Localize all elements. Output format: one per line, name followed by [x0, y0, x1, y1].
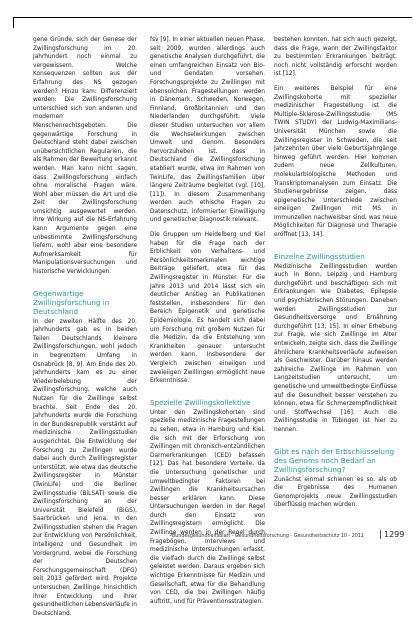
- page-number: 1299: [380, 530, 404, 539]
- paragraph: bestehen konnten, hat sich auch gezeigt, dass die Frage, wann der Zwillingsfaktor zu bestimmten Erkrankungen beiträgt, noch nicht vollständig erforscht worden ist [12].: [274, 37, 397, 78]
- paragraph: fsv [9]. In einer aktuellen neuen Phase, seit 2009, wurden allerdings auch genetische Analysen durchgeführt, die einen umfangreichen Einsatz von Bio- und Gendaten vorsehen. Forschungsprojekte zu Zwillingen mit ebensolchen Fragestellungen werden in Dänemark, Schweden, Norwegen, Finnland, Großbritannien und den Niederlanden durchgeführt. Viele dieser Studien untersuchen vor allem die Wechselwirkungen zwischen Umwelt und Genom. Besonders hervorzuheben ist, dass in Deutschland die Zwillingsforschung etabliert wurde, etwa im Rahmen von TwinLife, das Zwillingsfamilien über längere Zeiträume begleitet (vgl. [10], [11]). In diesem Zusammenhang werden auch ethische Fragen zu Datenschutz, informierter Einwilligung und genetischer Diagnostik relevant.: [150, 37, 265, 224]
- paragraph: Zunächst einmal schienen es so, als ob die Ergebnisse des Humanen Genomprojekts neue Zwillingsstudien überflüssig machen würden.: [274, 476, 397, 509]
- paragraph: Ein weiteres Beispiel für eine Zwillingskohorte mit spezieller medizinischer Fragestellung ist die Multiple-Sklerose-Zwillingsstudie (MS TWIN STUDY) der Ludwig-Maximilians-Universität München sowie die Zwillingsregister in Schweden, die seit Jahrzehnten über viele Geburtsjahrgänge hinweg geführt werden. Hier kommen zudem neue Zellkulturen, molekularbiologische Methoden und Transkriptomanalysen zum Einsatz. Die Studienergebnisse zeigen, dass epigenetische Unterschiede zwischen eineiigen Zwillingen mit MS in Immunzellen nachweisbar sind, was neue Möglichkeiten für Diagnose und Therapie eröffnet [13, 14].: [274, 85, 397, 239]
- journal-footer: Bundesgesundheitsblatt - Gesundheitsforschung - Gesundheitsschutz 10 - 2011: [172, 534, 364, 539]
- paragraph: Die Gruppen um Heidelberg und Kiel haben für die Frage nach der Erblichkeit von Verhaltens- und Persönlichkeitsmerkmalen wichtige Beiträge geliefert, etwa für das Zwillingsregister in Münster. Für die Jahre 2013 und 2014 lässt sich ein deutlicher Anstieg an Publikationen feststellen, insbesondere für den Bereich Epigenetik und genetische Epidemiologie. Es handelt sich dabei um Forschung mit großem Nutzen für die Medizin, da die Entstehung von Krankheiten genauer untersucht werden kann. Insbesondere der Vergleich zwischen eineiigen und zweieiigen Zwillingen ermöglicht neue Erkenntnisse.: [150, 232, 265, 385]
- column-2: [150, 36, 265, 606]
- column-1: [33, 36, 137, 618]
- section-heading: Gibt es nach der Erbschlüsselung des Genoms noch Bedarf an Zwillingsforschung?: [274, 446, 395, 474]
- header-rule: [13, 17, 412, 28]
- paragraph: In der zweiten Hälfte des 20. Jahrhunderts gab es in beiden Teilen Deutschlands kleinere Zwillingsforschungen, wohl jedoch in begrenztem Umfang in Osnabrück [8, 9]. Am Ende des 20. Jahrhunderts kam es zu einer Wiederbelebung der Zwillingsforschung, welche auch Nutzen für die Zwillinge selbst brachte. Seit Ende des 20. Jahrhunderts wurde die Forschung in der Bundesrepublik verstärkt auf medizinische Zwillingsstudien ausgerichtet. Die Entwicklung der Forschung zu Zwillingen wurde dabei auch durch Zwillingsregister unterstützt, wie etwa das deutsche Zwillingsregister in Münster (TwinLife) und die Berliner Zwillingsstudie (BiLSAT) sowie die Zwillingsforschung an der Universität Bielefeld (BiGS), Saarbrücken und Jena. In den Zwillingsstudien stehen die Fragen zur Entwicklung von Persönlichkeit, Intelligenz und Gesundheit im Vordergrund, wobei die Forschung der Deutschen Forschungsgemeinschaft (DFG) seit 2013 gefördert wird. Projekte untersuchen Zwillinge hinsichtlich ihrer Entwicklung und ihrer gesundheitlichen Lebensverläufe in Deutschland.: [33, 318, 138, 617]
- section-heading: Einzelne Zwillingsstudien: [274, 251, 365, 261]
- column-3: [274, 36, 397, 510]
- section-heading: Gegenwärtige Zwillingsforschung in Deutschland: [33, 288, 110, 316]
- section-heading: Spezielle Zwillingskollektive: [150, 397, 251, 407]
- paragraph: Medizinische Zwillingsstudien wurden auch in Bonn, Leipzig und Hamburg durchgeführt und beschäftigen sich mit Erkrankungen wie Diabetes, Epilepsie und psychiatrischen Störungen. Daneben werden Zwillingsstudien zur Gesundheitsvorsorge und Ernährung durchgeführt [13, 15]. In einer Erhebung zur Frage, wie sich Zwillinge im Alter entwickeln, zeigte sich, dass die Zwillinge ähnlichere Krankheitsverläufe aufweisen als Geschwister. Darüber hinaus werden zahlreiche Zwillinge im Rahmen von Langzeitstudien untersucht, um genetische und umweltbedingte Einflüsse auf die Gesundheit besser verstehen zu können, etwa für Schmerzempfindlichkeit und Stoffwechsel [16]. Auch die Zwillingsstudie in Tübingen ist hier zu nennen.: [274, 263, 397, 433]
- paragraph: Unter den Zwillingskohorten sind spezielle medizinische Fragestellungen zu sehen, etwa in Hamburg und Kiel, die sich mit der Erforschung von Zwillingen mit chronisch-entzündlichen Darmerkrankungen (CED) befassen [12]. Das hat besondere Vorteile, da die Untersuchung genetischer und umweltbedingter Faktoren bei Zwillingen die Krankheitsursachen besser erklären kann. Diese Untersuchungen werden in der Regel durch den Einsatz von Zwillingsregistern ermöglicht. Die Zwillinge werden in der Regel durch Fragebögen, Interviews und medizinische Untersuchungen erfasst, die vielfach durch die Zwillinge selbst geleistet werden. Daraus ergeben sich wichtige Erkenntnisse für Medizin und Gesellschaft, etwa für die Behandlung von CED, die bei Zwillingen häufig auftritt, und für Präventionsstrategien.: [150, 409, 265, 605]
- paragraph: gene Gründe, sich der Genese der Zwillingsforschung im 20. Jahrhundert noch einmal zu vergewissern. Welche Konsequenzen sollten aus der Erfahrung des NS gezogen werden? Hinzu kam: Differenziert werden: Die Zwillingsforschung unterschied sich von anderen und modernen Menschenrechtsgeboten. Die gegenwärtige Forschung in Deutschland steht dabei zwischen unübersichtlichen Regularien, die als Rahmen der Bewertung erkannt werden. Man kann nicht sagen, dass Zwillingsforschung einfach ohne moralische Fragen wäre. Wohl aber müssen die Art und die Zeit der Zwillingsforschung umsichtig ausgewertet werden. Ihre Wirkung auf die NS-Erfahrung kann Argumente gegen eine unbestimmte Zwillingsforschung liefern, wohl aber eine besondere Aufmerksamkeit für Manipulationsversuchungen und historische Verwicklungen.: [33, 37, 137, 276]
